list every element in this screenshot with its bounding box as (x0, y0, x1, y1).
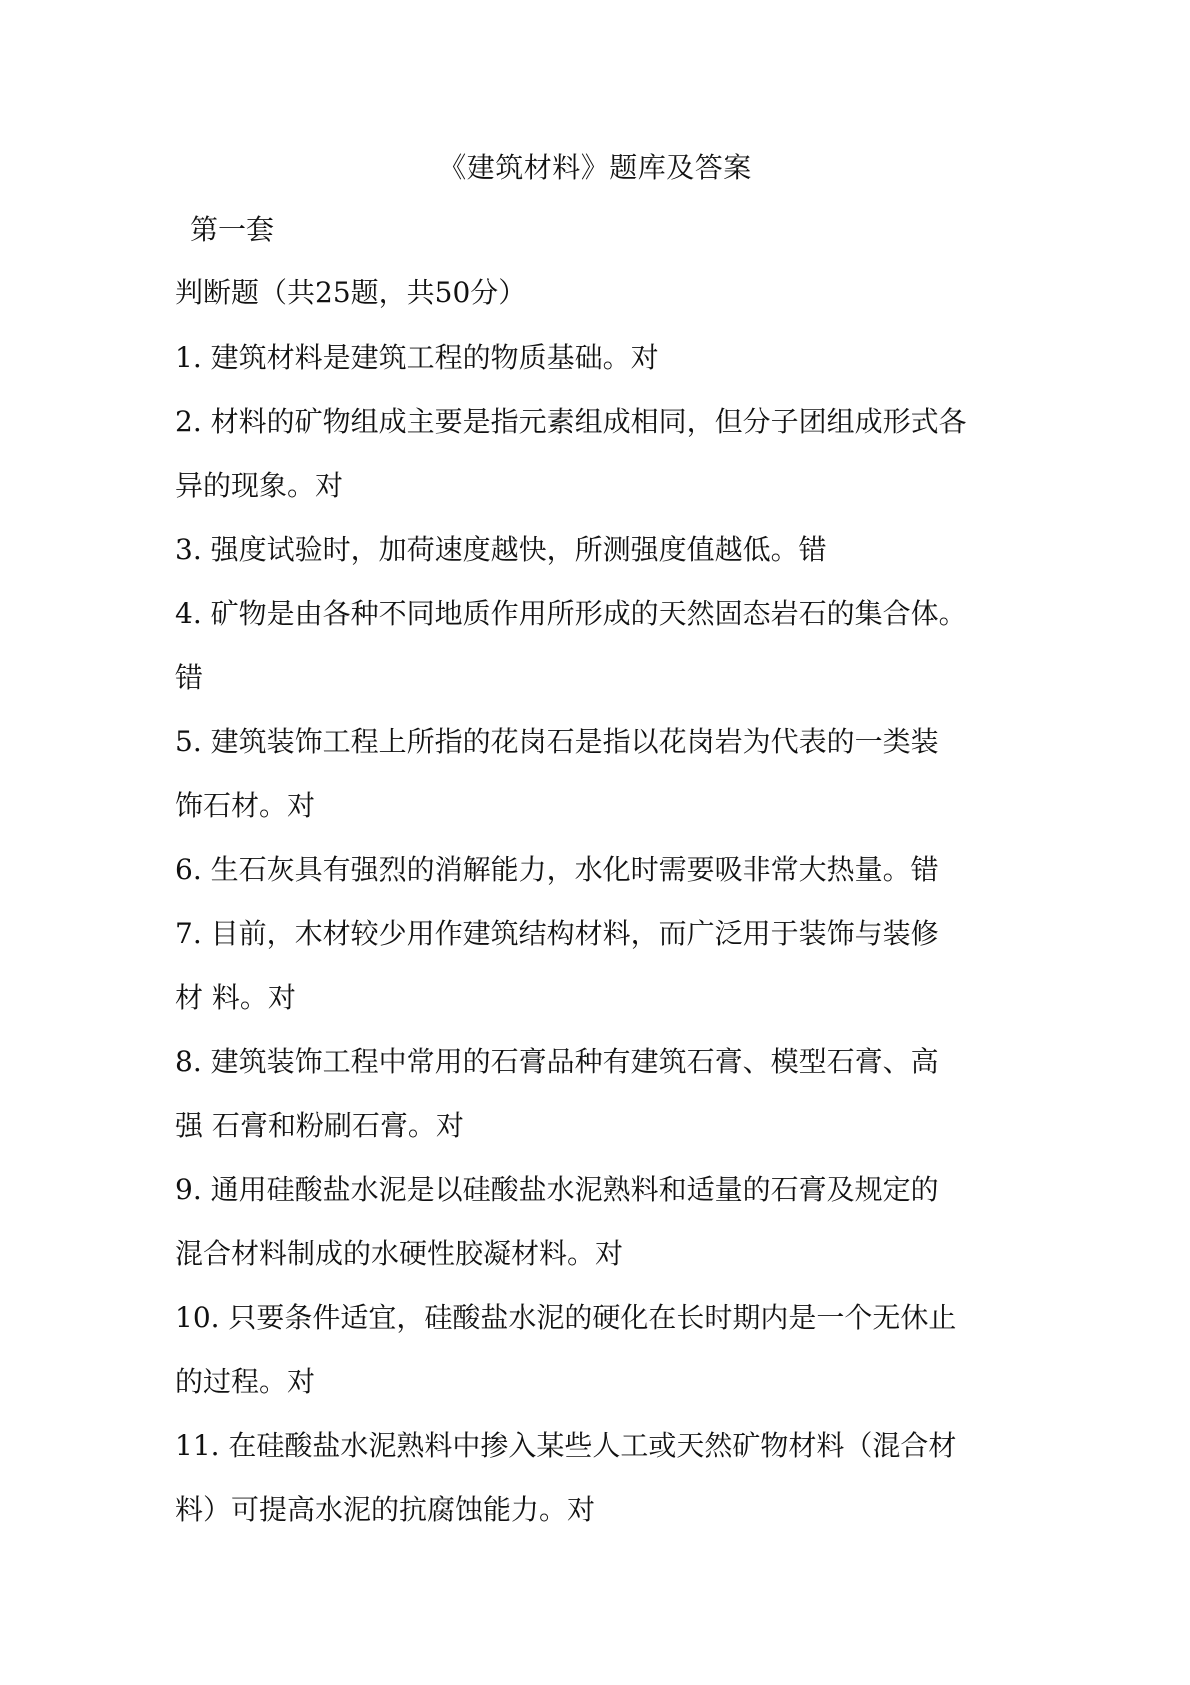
question-7-line-1: 7. 目前，木材较少用作建筑结构材料，而广泛用于装饰与装修 (175, 917, 939, 950)
question-9-line-1: 9. 通用硅酸盐水泥是以硅酸盐水泥熟料和适量的石膏及规定的 (175, 1173, 939, 1206)
question-3-line: 3. 强度试验时，加荷速度越快，所测强度值越低。错 (175, 533, 827, 566)
question-5-line-1: 5. 建筑装饰工程上所指的花岗石是指以花岗岩为代表的一类装 (175, 725, 939, 758)
question-10-line-1: 10. 只要条件适宜，硅酸盐水泥的硬化在长时期内是一个无休止 (175, 1301, 957, 1334)
document-title: 《建筑材料》题库及答案 (438, 151, 752, 184)
question-2-line-2: 异的现象。对 (175, 469, 344, 502)
question-5-line-2: 饰石材。对 (175, 789, 316, 822)
question-4-line-1: 4. 矿物是由各种不同地质作用所形成的天然固态岩石的集合体。 (175, 597, 967, 630)
question-type-heading: 判断题（共25题，共50分） (175, 276, 527, 309)
question-7-line-2: 材 料。对 (175, 981, 296, 1014)
question-10-line-2: 的过程。对 (175, 1365, 316, 1398)
question-4-line-2: 错 (175, 661, 204, 694)
question-11-line-2: 料）可提高水泥的抗腐蚀能力。对 (175, 1493, 596, 1526)
question-6-line: 6. 生石灰具有强烈的消解能力，水化时需要吸非常大热量。错 (175, 853, 939, 886)
question-8-line-2: 强 石膏和粉刷石膏。对 (175, 1109, 464, 1142)
question-1-line: 1. 建筑材料是建筑工程的物质基础。对 (175, 341, 659, 374)
question-9-line-2: 混合材料制成的水硬性胶凝材料。对 (175, 1237, 624, 1270)
question-8-line-1: 8. 建筑装饰工程中常用的石膏品种有建筑石膏、模型石膏、高 (175, 1045, 939, 1078)
question-11-line-1: 11. 在硅酸盐水泥熟料中掺入某些人工或天然矿物材料（混合材 (175, 1429, 957, 1462)
section-label: 第一套 (190, 213, 275, 246)
question-2-line-1: 2. 材料的矿物组成主要是指元素组成相同，但分子团组成形式各 (175, 405, 967, 438)
